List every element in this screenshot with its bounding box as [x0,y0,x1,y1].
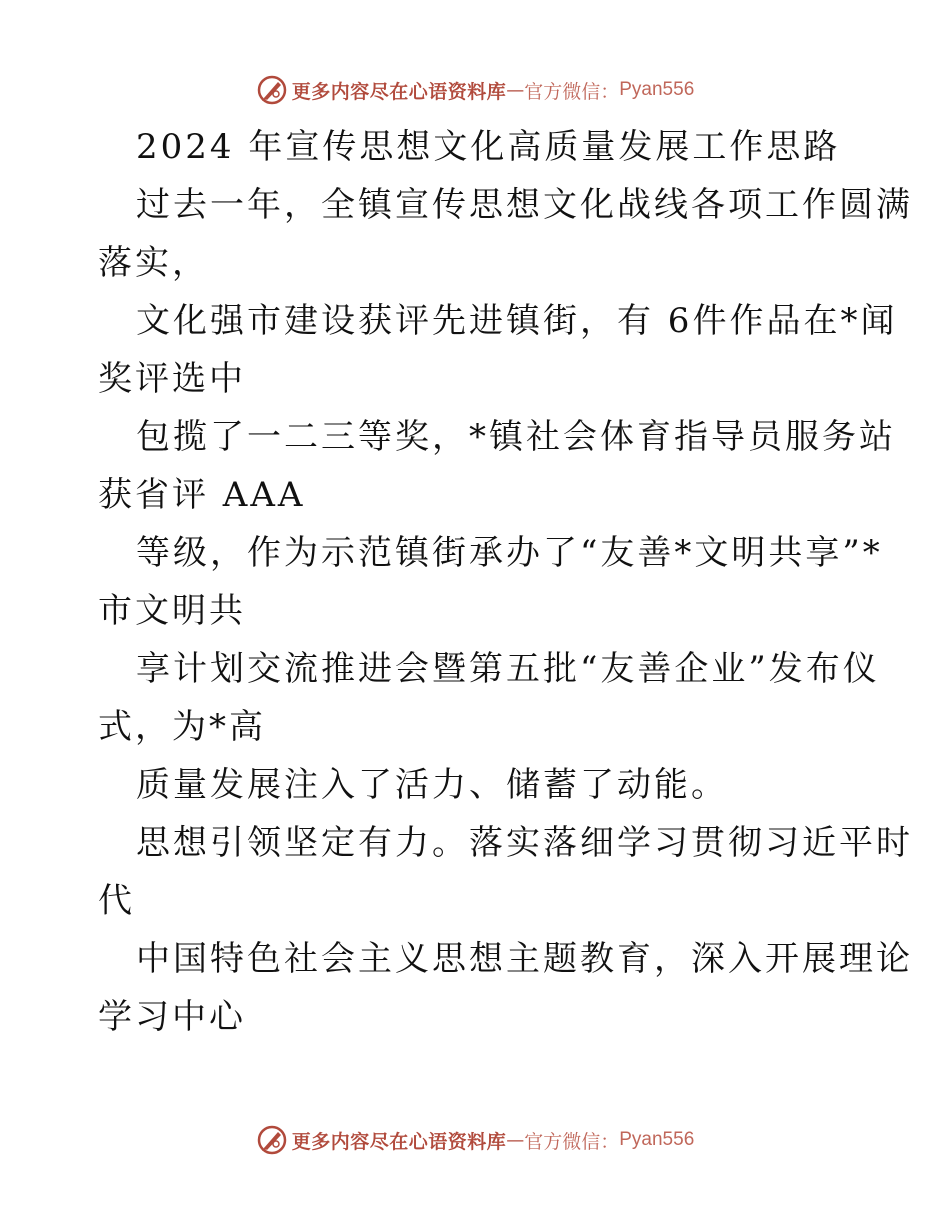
header-wechat-id: Pyan556 [619,79,695,100]
paragraph-line: 文化强市建设获评先进镇街，有 6件作品在*闻 [136,301,898,341]
footer-promo-text: 更多内容尽在心语资料库 [291,1130,507,1153]
paragraph-line: 学习中心 [98,997,246,1037]
quill-pen-logo-icon [256,1124,288,1156]
paragraph-line: 中国特色社会主义思想主题教育，深入开展理论 [136,939,913,979]
header-banner [0,68,950,112]
paragraph-line: 获省评 AAA [98,475,306,515]
footer-banner [0,1118,950,1162]
paragraph-line: 代 [98,881,135,921]
paragraph-line: 式，为*高 [98,707,266,747]
paragraph-line: 质量发展注入了活力、储蓄了动能。 [136,765,728,805]
paragraph-line: 包揽了一二三等奖，*镇社会体育指导员服务站 [136,417,896,457]
header-promo-text: 更多内容尽在心语资料库 [291,80,507,103]
paragraph-line: 落实， [98,243,209,283]
paragraph-line: 思想引领坚定有力。落实落细学习贯彻习近平时 [136,823,913,863]
paragraph-line: 等级，作为示范镇街承办了“友善*文明共享”* [136,533,883,573]
quill-pen-logo-icon [256,74,288,106]
header-official-label: 官方微信： [524,80,620,103]
footer-wechat-id: Pyan556 [619,1129,695,1150]
document-body [98,118,913,1046]
footer-separator: — [506,1129,525,1151]
paragraph-line: 享计划交流推进会暨第五批“友善企业”发布仪 [136,649,880,689]
paragraph-line: 奖评选中 [98,359,246,399]
document-title: 2024 年宣传思想文化高质量发展工作思路 [136,127,841,167]
footer-official-label: 官方微信： [524,1130,620,1153]
paragraph-line: 过去一年，全镇宣传思想文化战线各项工作圆满 [136,185,913,225]
paragraph-line: 市文明共 [98,591,246,631]
header-separator: — [506,79,525,101]
